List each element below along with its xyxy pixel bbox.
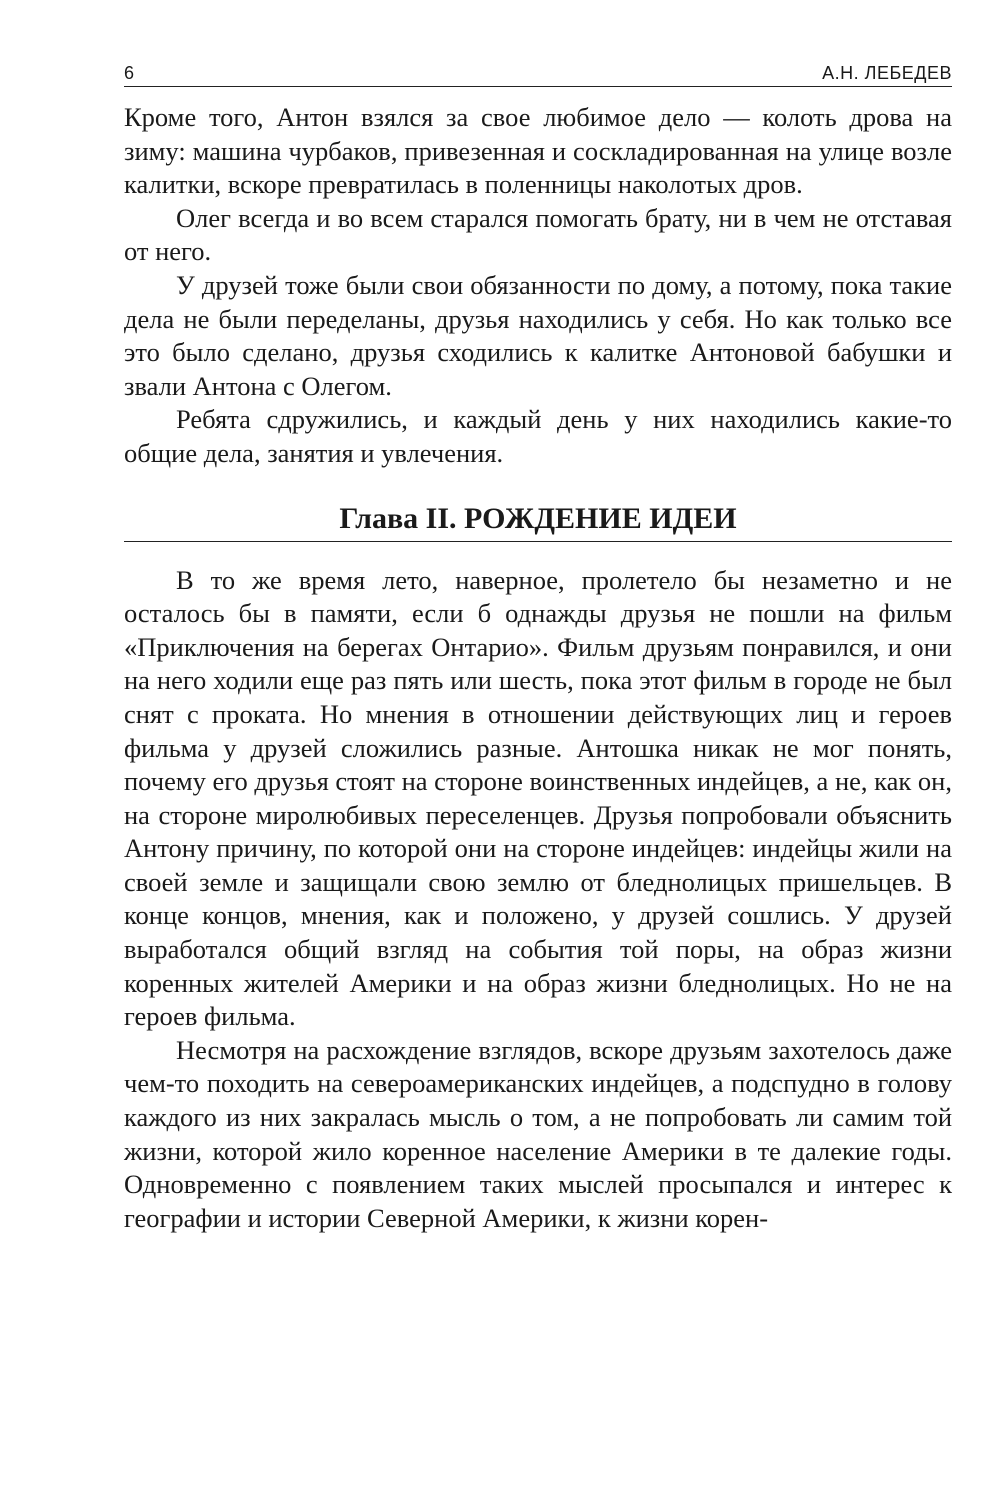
running-head xyxy=(124,62,952,87)
book-page xyxy=(124,62,952,1235)
paragraph: Ребята сдружились, и каждый день у них находились какие-то общие дела, занятия и увлечения. xyxy=(124,404,952,468)
section-text-2 xyxy=(124,564,952,1236)
paragraph: Несмотря на расхождение взглядов, вскоре друзьям захотелось даже чем-то походить на североамериканских индейцев, а подспудно в голову каждого из них закралась мысль о том, а не попробовать ли самим той жизни, которой жило коренное население Америки в те далекие годы. Одновременно с появлением таких мыслей просыпался и интерес к географии и истории Северной Америки, к жизни корен- xyxy=(124,1034,952,1233)
chapter-title: Глава II. РОЖДЕНИЕ ИДЕИ xyxy=(124,501,952,542)
paragraph: В то же время лето, наверное, пролетело бы незаметно и не осталось бы в памяти, если б однажды друзья не пошли на фильм «Приключения на берегах Онтарио». Фильм друзьям понравился, и они на него ходили еще раз пять или шесть, пока этот фильм в городе не был снят с проката. Но мнения в отношении действующих лиц и героев фильма у друзей сложились разные. Антошка никак не мог понять, почему его друзья стоят на стороне воинственных индейцев, а не, как он, на стороне миролюбивых переселенцев. Друзья попробовали объяснить Антону причину, по которой они на стороне индейцев: индейцы жили на своей земле и защищали свою землю от бледнолицых пришельцев. В конце концов, мнения, как и положено, у друзей сошлись. У друзей выработался общий взгляд на события той поры, на образ жизни коренных жителей Америки и на образ жизни бледнолицых. Но не на героев фильма. xyxy=(124,564,952,1032)
paragraph: Олег всегда и во всем старался помогать брату, ни в чем не отставая от него. xyxy=(124,202,952,267)
author-name: А.Н. ЛЕБЕДЕВ xyxy=(822,63,952,83)
paragraph: Кроме того, Антон взялся за свое любимое дело — колоть дрова на зиму: машина чурбаков, привезенная и соскладированная на улице возле калитки, вскоре превратилась в поленницы наколотых дров. xyxy=(124,102,952,200)
section-text-1 xyxy=(124,101,952,471)
chapter-heading xyxy=(124,501,952,542)
paragraph: У друзей тоже были свои обязанности по дому, а потому, пока такие дела не были переделаны, друзья находились у себя. Но как только все это было сделано, друзья сходились к калитке Антоновой бабушки и звали Антона с Олегом. xyxy=(124,269,952,401)
page-number: 6 xyxy=(124,63,135,83)
